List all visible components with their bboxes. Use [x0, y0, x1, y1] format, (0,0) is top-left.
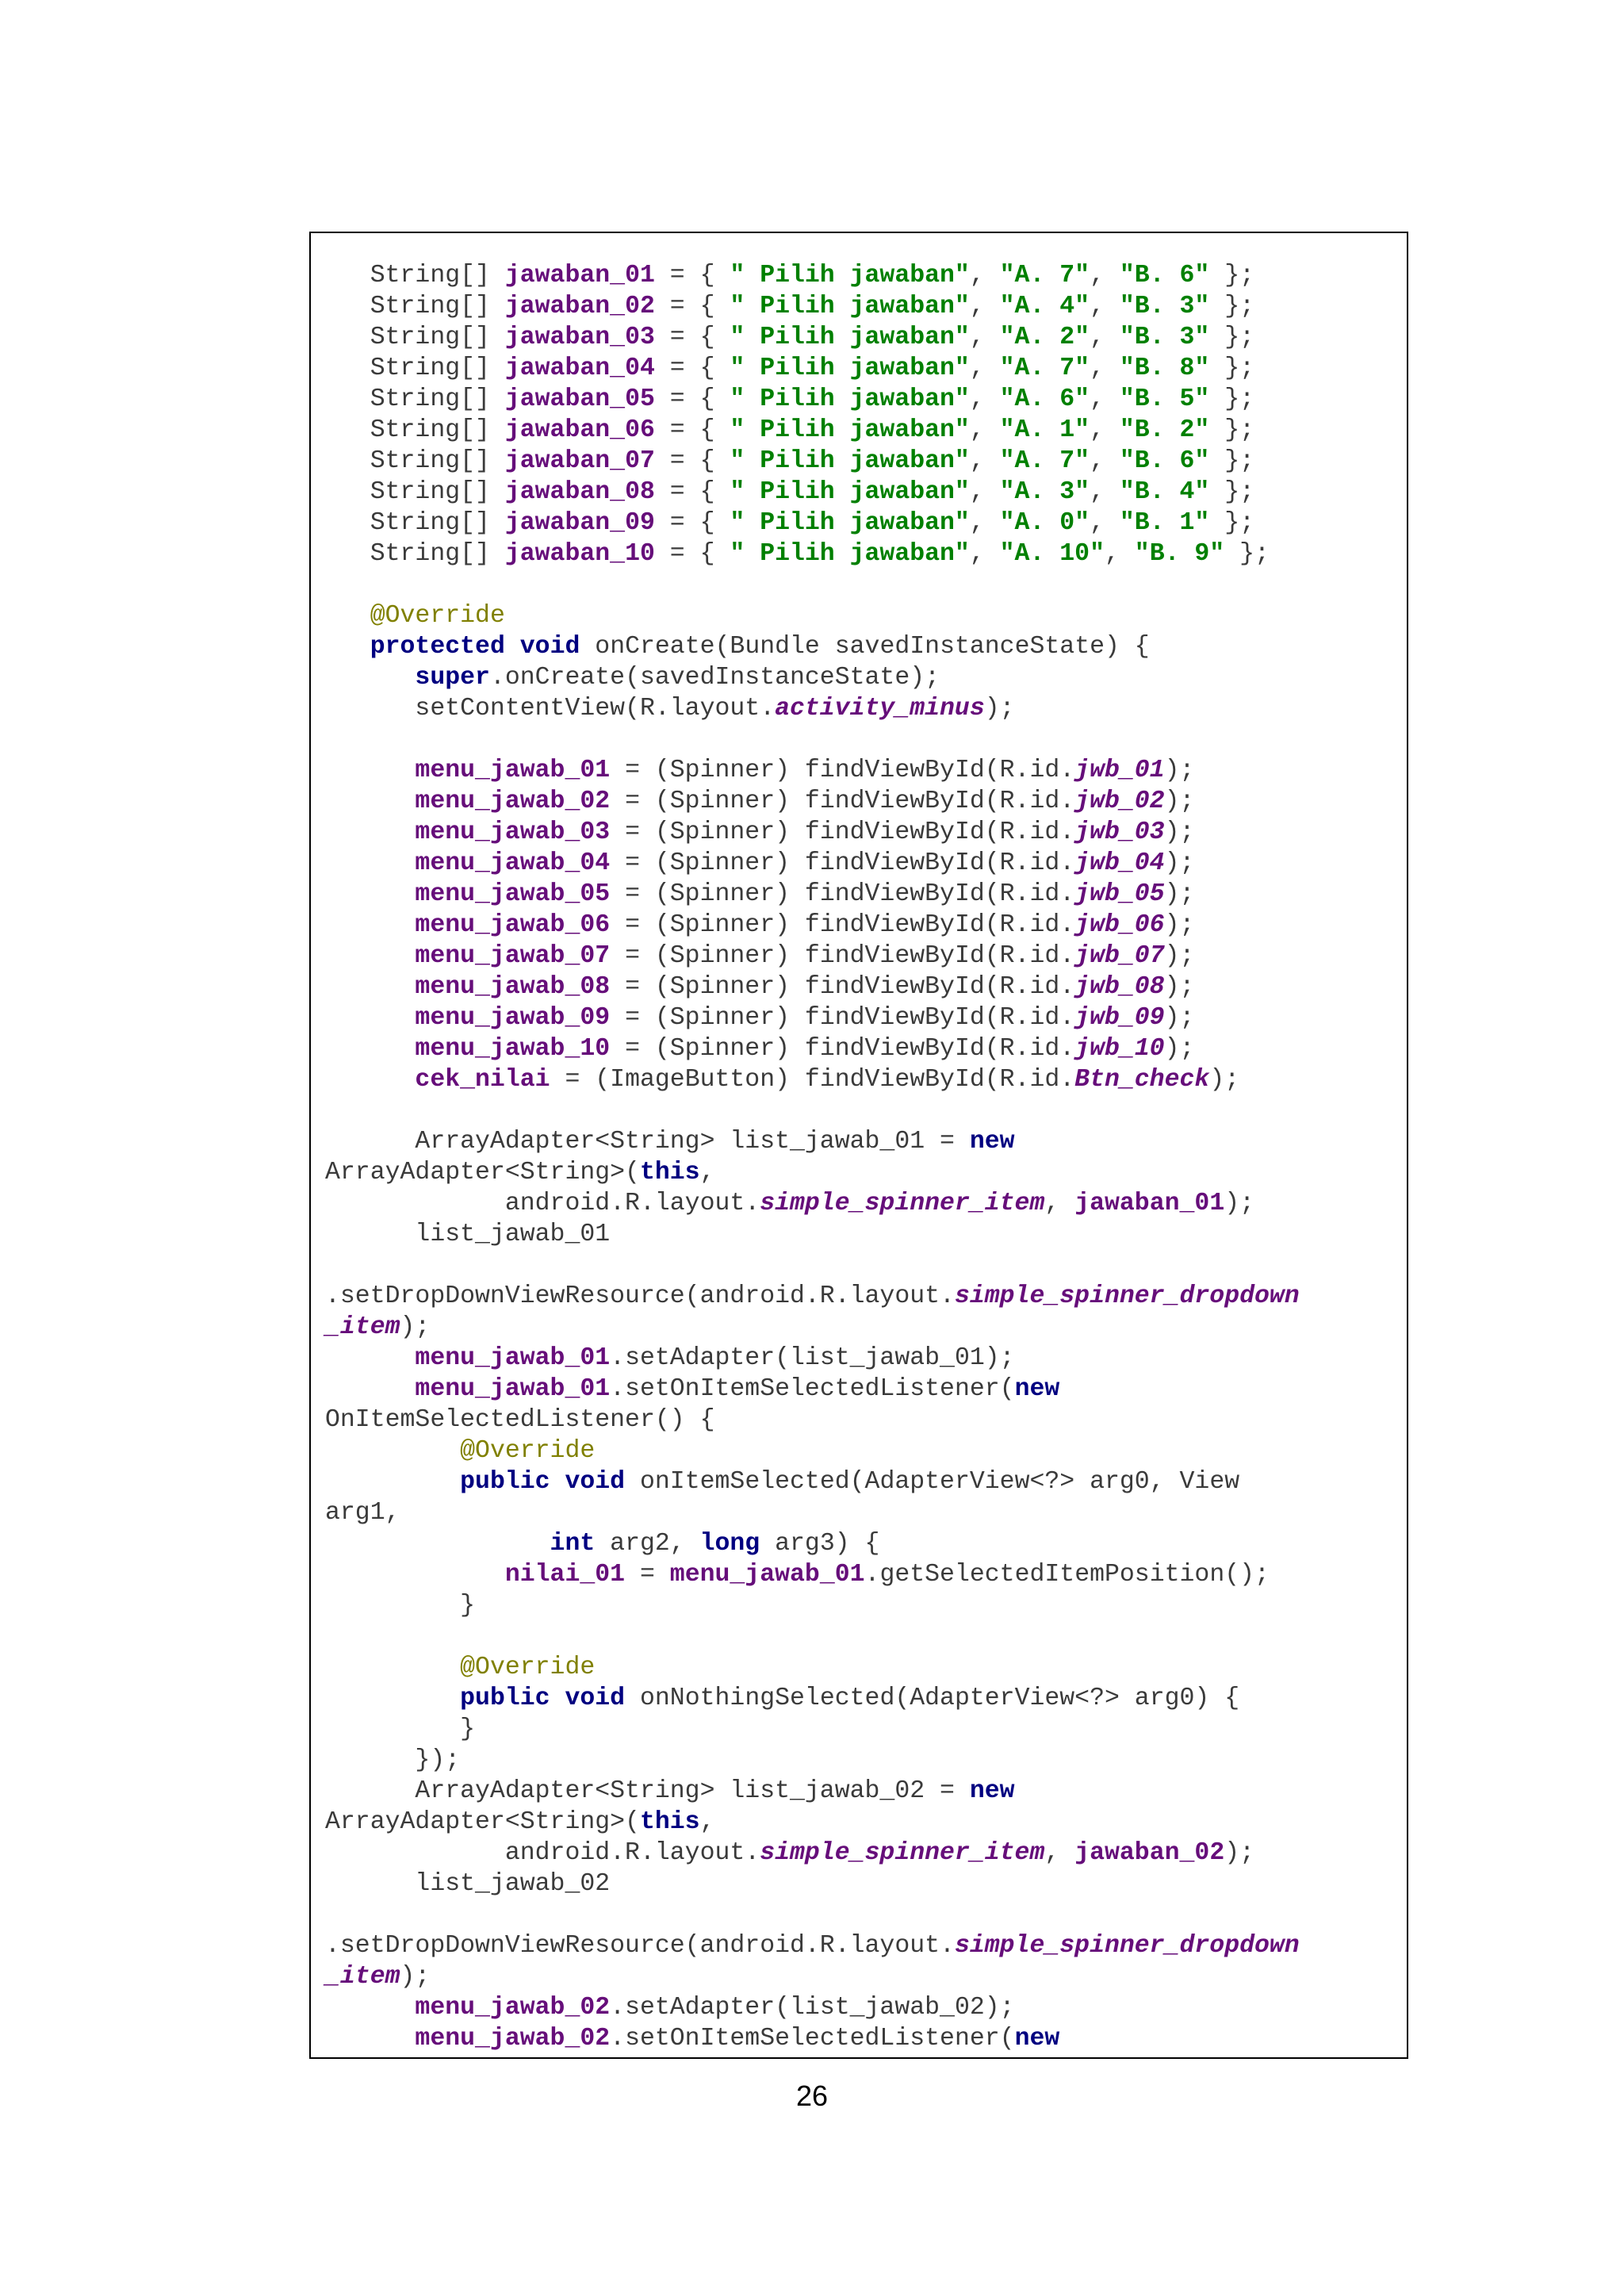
- code-line: [325, 693, 1300, 724]
- code-field: jwb_09: [1074, 1004, 1165, 1032]
- code-text: arg3) {: [760, 1530, 880, 1558]
- code-identifier: menu_jawab_10: [415, 1035, 611, 1063]
- code-line: [325, 260, 1300, 291]
- code-string: "A. 6": [999, 385, 1090, 413]
- code-text: };: [1209, 385, 1255, 413]
- code-string: "B. 2": [1119, 416, 1210, 444]
- code-identifier: menu_jawab_03: [415, 818, 611, 846]
- code-text: };: [1209, 509, 1255, 537]
- code-keyword: long: [699, 1530, 760, 1558]
- code-identifier: menu_jawab_09: [415, 1004, 611, 1032]
- code-text: );: [1209, 1066, 1240, 1094]
- code-line: [325, 384, 1300, 415]
- code-text: [325, 1375, 415, 1403]
- code-text: };: [1224, 540, 1270, 568]
- code-line: [325, 508, 1300, 539]
- code-annotation: @Override: [460, 1437, 596, 1465]
- code-keyword: public: [460, 1468, 550, 1496]
- code-string: "A. 2": [999, 324, 1090, 351]
- code-line: [325, 1745, 1300, 1776]
- code-line: [325, 1559, 1300, 1590]
- code-string: "B. 1": [1119, 509, 1210, 537]
- code-line: [325, 1374, 1300, 1405]
- code-text: = {: [654, 355, 730, 382]
- code-string: "A. 0": [999, 509, 1090, 537]
- code-text: String[]: [325, 540, 505, 568]
- code-text: String[]: [325, 478, 505, 506]
- code-identifier: menu_jawab_01: [415, 757, 611, 784]
- code-text: android.R.layout.: [325, 1839, 760, 1867]
- code-text: onCreate(Bundle savedInstanceState) {: [580, 633, 1150, 661]
- code-field: jwb_10: [1074, 1035, 1165, 1063]
- code-text: [325, 1468, 460, 1496]
- code-text: ,: [969, 416, 1000, 444]
- code-text: [325, 788, 415, 815]
- code-text: );: [1164, 818, 1195, 846]
- code-text: [325, 664, 415, 692]
- code-field: jwb_08: [1074, 973, 1165, 1001]
- code-line: [325, 1869, 1300, 1899]
- code-string: "B. 3": [1119, 324, 1210, 351]
- code-text: ,: [969, 540, 1000, 568]
- code-line: [325, 1466, 1300, 1497]
- code-text: );: [1164, 973, 1195, 1001]
- code-line: [325, 322, 1300, 353]
- code-text: ,: [1044, 1839, 1075, 1867]
- code-string: "B. 8": [1119, 355, 1210, 382]
- code-text: );: [1164, 880, 1195, 908]
- code-line: [325, 415, 1300, 446]
- code-text: [325, 1654, 460, 1681]
- code-field: _item: [325, 1313, 400, 1341]
- code-field: jwb_01: [1074, 757, 1165, 784]
- code-text: .setOnItemSelectedListener(: [610, 1375, 1015, 1403]
- code-string: " Pilih jawaban": [730, 478, 970, 506]
- code-text: .setDropDownViewResource(android.R.layout.: [325, 1282, 955, 1310]
- code-identifier: jawaban_10: [504, 540, 655, 568]
- code-text: );: [1164, 1035, 1195, 1063]
- code-line: [325, 1807, 1300, 1838]
- code-line: [325, 1343, 1300, 1374]
- code-text: ,: [969, 324, 1000, 351]
- code-identifier: menu_jawab_02: [415, 1994, 611, 2022]
- code-text: ,: [1090, 293, 1120, 320]
- code-text: };: [1209, 447, 1255, 475]
- code-string: " Pilih jawaban": [730, 509, 970, 537]
- code-annotation: @Override: [370, 602, 505, 630]
- code-text: ,: [1090, 509, 1120, 537]
- code-text: );: [400, 1963, 431, 1991]
- code-text: String[]: [325, 262, 505, 289]
- code-text: = (Spinner) findViewById(R.id.: [610, 757, 1075, 784]
- code-field: simple_spinner_dropdown: [954, 1282, 1300, 1310]
- code-text: [325, 757, 415, 784]
- code-line: [325, 1528, 1300, 1559]
- code-identifier: menu_jawab_08: [415, 973, 611, 1001]
- code-text: [505, 633, 520, 661]
- code-field: jwb_02: [1074, 788, 1165, 815]
- code-listing: [325, 260, 1300, 2054]
- code-line: [325, 539, 1300, 569]
- code-string: " Pilih jawaban": [730, 385, 970, 413]
- code-annotation: @Override: [460, 1654, 596, 1681]
- code-text: .onCreate(savedInstanceState);: [489, 664, 940, 692]
- code-text: .setAdapter(list_jawab_02);: [610, 1994, 1015, 2022]
- code-text: [325, 1685, 460, 1712]
- code-text: };: [1209, 478, 1255, 506]
- code-line: [325, 1033, 1300, 1064]
- code-text: });: [325, 1746, 461, 1774]
- code-text: );: [1224, 1190, 1255, 1217]
- code-string: "A. 10": [999, 540, 1105, 568]
- code-field: jwb_04: [1074, 849, 1165, 877]
- code-text: [325, 942, 415, 970]
- code-text: arg2,: [595, 1530, 700, 1558]
- code-text: [325, 633, 370, 661]
- code-keyword: this: [639, 1159, 700, 1186]
- code-text: [325, 1004, 415, 1032]
- code-text: = {: [654, 324, 730, 351]
- code-text: [325, 1530, 550, 1558]
- code-line: [325, 972, 1300, 1002]
- code-text: };: [1209, 355, 1255, 382]
- code-string: "B. 6": [1119, 447, 1210, 475]
- code-identifier: menu_jawab_01: [415, 1344, 611, 1372]
- code-text: list_jawab_01: [325, 1221, 611, 1248]
- code-text: onItemSelected(AdapterView<?> arg0, View: [625, 1468, 1240, 1496]
- code-identifier: menu_jawab_05: [415, 880, 611, 908]
- code-text: ,: [969, 478, 1000, 506]
- code-text: setContentView(R.layout.: [325, 695, 776, 723]
- code-text: ,: [1044, 1190, 1075, 1217]
- code-text: );: [1224, 1839, 1255, 1867]
- code-field: jwb_06: [1074, 911, 1165, 939]
- code-string: "B. 9": [1134, 540, 1225, 568]
- code-line: [325, 477, 1300, 508]
- code-text: = {: [654, 509, 730, 537]
- code-line: [325, 2023, 1300, 2054]
- code-text: );: [1164, 757, 1195, 784]
- code-text: = (Spinner) findViewById(R.id.: [610, 1004, 1075, 1032]
- code-line: [325, 1497, 1300, 1528]
- code-line: [325, 1776, 1300, 1807]
- code-field: simple_spinner_item: [760, 1839, 1045, 1867]
- code-identifier: jawaban_07: [504, 447, 655, 475]
- code-string: "B. 6": [1119, 262, 1210, 289]
- code-text: String[]: [325, 355, 505, 382]
- code-identifier: jawaban_03: [504, 324, 655, 351]
- code-identifier: menu_jawab_01: [669, 1561, 865, 1589]
- code-text: = (Spinner) findViewById(R.id.: [610, 880, 1075, 908]
- code-text: String[]: [325, 416, 505, 444]
- code-keyword: new: [969, 1777, 1015, 1805]
- code-line: [325, 1312, 1300, 1343]
- code-field: jwb_07: [1074, 942, 1165, 970]
- code-line: [325, 1992, 1300, 2023]
- code-text: };: [1209, 416, 1255, 444]
- code-text: = (Spinner) findViewById(R.id.: [610, 973, 1075, 1001]
- code-text: );: [1164, 849, 1195, 877]
- code-text: String[]: [325, 293, 505, 320]
- code-line: [325, 1435, 1300, 1466]
- code-keyword: void: [565, 1468, 626, 1496]
- code-text: = {: [654, 540, 730, 568]
- code-text: = {: [654, 293, 730, 320]
- code-text: = (Spinner) findViewById(R.id.: [610, 849, 1075, 877]
- code-line: [325, 1652, 1300, 1683]
- code-identifier: jawaban_02: [1074, 1839, 1225, 1867]
- code-line: [325, 1683, 1300, 1714]
- code-line: [325, 1961, 1300, 1992]
- code-string: "A. 7": [999, 355, 1090, 382]
- code-text: ,: [969, 385, 1000, 413]
- code-string: "A. 4": [999, 293, 1090, 320]
- code-text: };: [1209, 324, 1255, 351]
- code-identifier: menu_jawab_02: [415, 2025, 611, 2053]
- code-text: [325, 849, 415, 877]
- code-field: Btn_check: [1074, 1066, 1210, 1094]
- code-line: [325, 600, 1300, 631]
- code-text: [325, 1994, 415, 2022]
- code-line: [325, 724, 1300, 755]
- code-text: ArrayAdapter<String>(: [325, 1808, 640, 1836]
- code-text: arg1,: [325, 1499, 400, 1527]
- code-text: = (Spinner) findViewById(R.id.: [610, 1035, 1075, 1063]
- code-string: " Pilih jawaban": [730, 355, 970, 382]
- code-field: _item: [325, 1963, 400, 1991]
- code-string: " Pilih jawaban": [730, 540, 970, 568]
- code-text: String[]: [325, 447, 505, 475]
- code-text: ,: [1090, 478, 1120, 506]
- code-line: [325, 353, 1300, 384]
- code-text: = (Spinner) findViewById(R.id.: [610, 818, 1075, 846]
- code-string: "B. 4": [1119, 478, 1210, 506]
- code-line: [325, 817, 1300, 848]
- page-number: 26: [795, 2079, 829, 2112]
- code-text: = {: [654, 447, 730, 475]
- code-line: [325, 879, 1300, 910]
- code-keyword: new: [1014, 2025, 1060, 2053]
- code-text: ,: [1104, 540, 1135, 568]
- code-text: [325, 1437, 460, 1465]
- code-text: [325, 1035, 415, 1063]
- code-text: }: [325, 1715, 476, 1743]
- code-line: [325, 755, 1300, 786]
- code-line: [325, 941, 1300, 972]
- code-text: ,: [969, 447, 1000, 475]
- code-text: };: [1209, 262, 1255, 289]
- code-text: .setAdapter(list_jawab_01);: [610, 1344, 1015, 1372]
- code-identifier: jawaban_04: [504, 355, 655, 382]
- code-text: String[]: [325, 509, 505, 537]
- code-string: " Pilih jawaban": [730, 447, 970, 475]
- code-field: jwb_05: [1074, 880, 1165, 908]
- code-identifier: menu_jawab_07: [415, 942, 611, 970]
- code-identifier: menu_jawab_01: [415, 1375, 611, 1403]
- code-line: [325, 1250, 1300, 1281]
- code-text: String[]: [325, 385, 505, 413]
- code-text: .setDropDownViewResource(android.R.layout.: [325, 1932, 955, 1960]
- code-line: [325, 910, 1300, 941]
- code-line: [325, 446, 1300, 477]
- code-identifier: jawaban_08: [504, 478, 655, 506]
- code-keyword: int: [550, 1530, 596, 1558]
- code-text: [325, 1561, 505, 1589]
- code-text: [325, 1066, 415, 1094]
- code-identifier: jawaban_01: [1074, 1190, 1225, 1217]
- code-text: = {: [654, 262, 730, 289]
- code-string: " Pilih jawaban": [730, 262, 970, 289]
- code-text: );: [1164, 1004, 1195, 1032]
- code-text: = {: [654, 416, 730, 444]
- code-text: );: [1164, 942, 1195, 970]
- code-text: ,: [699, 1159, 715, 1186]
- code-line: [325, 662, 1300, 693]
- code-text: = (ImageButton) findViewById(R.id.: [550, 1066, 1075, 1094]
- code-identifier: nilai_01: [504, 1561, 626, 1589]
- code-text: };: [1209, 293, 1255, 320]
- code-keyword: super: [415, 664, 490, 692]
- code-keyword: public: [460, 1685, 550, 1712]
- code-text: [325, 2025, 415, 2053]
- code-text: [325, 602, 370, 630]
- code-text: = {: [654, 478, 730, 506]
- code-text: = (Spinner) findViewById(R.id.: [610, 788, 1075, 815]
- code-field: simple_spinner_item: [760, 1190, 1045, 1217]
- code-text: String[]: [325, 324, 505, 351]
- code-text: [325, 911, 415, 939]
- code-text: .getSelectedItemPosition();: [864, 1561, 1270, 1589]
- code-text: =: [625, 1561, 670, 1589]
- code-line: [325, 291, 1300, 322]
- code-line: [325, 1930, 1300, 1961]
- code-line: [325, 569, 1300, 600]
- code-string: " Pilih jawaban": [730, 416, 970, 444]
- code-line: [325, 1064, 1300, 1095]
- code-string: "B. 5": [1119, 385, 1210, 413]
- code-identifier: menu_jawab_06: [415, 911, 611, 939]
- code-text: [325, 973, 415, 1001]
- code-text: ,: [969, 509, 1000, 537]
- code-listing-box: [309, 232, 1408, 2059]
- code-keyword: protected: [370, 633, 505, 661]
- code-identifier: menu_jawab_02: [415, 788, 611, 815]
- code-identifier: jawaban_09: [504, 509, 655, 537]
- code-text: OnItemSelectedListener() {: [325, 1406, 715, 1434]
- code-line: [325, 631, 1300, 662]
- code-text: = (Spinner) findViewById(R.id.: [610, 911, 1075, 939]
- code-line: [325, 1002, 1300, 1033]
- code-line: [325, 1281, 1300, 1312]
- code-text: }: [325, 1592, 476, 1619]
- code-text: ,: [969, 355, 1000, 382]
- code-text: = (Spinner) findViewById(R.id.: [610, 942, 1075, 970]
- code-text: ,: [969, 262, 1000, 289]
- code-line: [325, 1219, 1300, 1250]
- code-text: ,: [1090, 262, 1120, 289]
- code-text: ,: [969, 293, 1000, 320]
- code-text: ArrayAdapter<String>(: [325, 1159, 640, 1186]
- code-line: [325, 1095, 1300, 1126]
- code-text: );: [984, 695, 1015, 723]
- code-text: ,: [1090, 355, 1120, 382]
- code-text: ,: [1090, 447, 1120, 475]
- code-line: [325, 1188, 1300, 1219]
- code-line: [325, 786, 1300, 817]
- code-text: );: [400, 1313, 431, 1341]
- code-string: " Pilih jawaban": [730, 324, 970, 351]
- code-line: [325, 1126, 1300, 1157]
- code-line: [325, 1405, 1300, 1435]
- code-line: [325, 1838, 1300, 1869]
- code-text: [325, 1344, 415, 1372]
- code-text: [550, 1685, 565, 1712]
- code-string: "B. 3": [1119, 293, 1210, 320]
- code-line: [325, 1714, 1300, 1745]
- code-text: ,: [1090, 385, 1120, 413]
- code-field: activity_minus: [775, 695, 985, 723]
- code-identifier: menu_jawab_04: [415, 849, 611, 877]
- code-text: [325, 880, 415, 908]
- code-text: ,: [1090, 324, 1120, 351]
- code-text: .setOnItemSelectedListener(: [610, 2025, 1015, 2053]
- code-text: [325, 818, 415, 846]
- code-text: [550, 1468, 565, 1496]
- code-string: " Pilih jawaban": [730, 293, 970, 320]
- code-text: );: [1164, 788, 1195, 815]
- code-line: [325, 1899, 1300, 1930]
- code-identifier: cek_nilai: [415, 1066, 550, 1094]
- code-text: ,: [699, 1808, 715, 1836]
- code-line: [325, 1590, 1300, 1621]
- code-identifier: jawaban_06: [504, 416, 655, 444]
- code-field: simple_spinner_dropdown: [954, 1932, 1300, 1960]
- code-keyword: void: [519, 633, 580, 661]
- code-text: = {: [654, 385, 730, 413]
- code-text: list_jawab_02: [325, 1870, 611, 1898]
- code-text: android.R.layout.: [325, 1190, 760, 1217]
- code-keyword: void: [565, 1685, 626, 1712]
- code-line: [325, 1157, 1300, 1188]
- code-identifier: jawaban_01: [504, 262, 655, 289]
- code-identifier: jawaban_05: [504, 385, 655, 413]
- code-text: ,: [1090, 416, 1120, 444]
- code-keyword: new: [1014, 1375, 1060, 1403]
- code-string: "A. 7": [999, 262, 1090, 289]
- code-field: jwb_03: [1074, 818, 1165, 846]
- code-text: ArrayAdapter<String> list_jawab_01 =: [325, 1128, 970, 1156]
- code-text: ArrayAdapter<String> list_jawab_02 =: [325, 1777, 970, 1805]
- code-identifier: jawaban_02: [504, 293, 655, 320]
- code-keyword: new: [969, 1128, 1015, 1156]
- code-text: onNothingSelected(AdapterView<?> arg0) {: [625, 1685, 1240, 1712]
- code-text: );: [1164, 911, 1195, 939]
- code-line: [325, 848, 1300, 879]
- code-line: [325, 1621, 1300, 1652]
- code-string: "A. 1": [999, 416, 1090, 444]
- code-string: "A. 7": [999, 447, 1090, 475]
- code-keyword: this: [639, 1808, 700, 1836]
- code-string: "A. 3": [999, 478, 1090, 506]
